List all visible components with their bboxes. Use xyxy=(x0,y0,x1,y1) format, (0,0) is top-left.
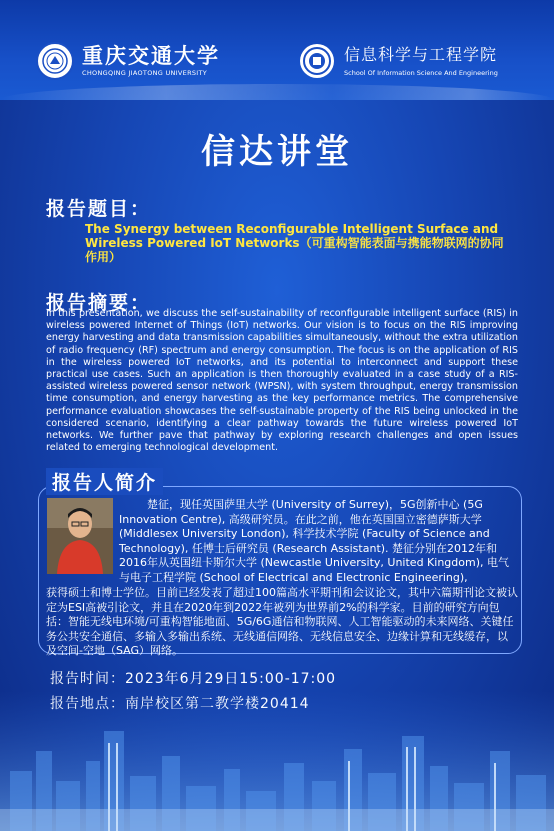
bio-intro-text: 楚征，现任英国萨里大学 (University of Surrey)，5G创新中心 (5G Innovation Centre), 高级研究员。在此之前，他在英国国立密德萨斯大学 (Middlesex University London), 科学技术学院 (Faculty of Science and Technology), 任博士后研究员 (Research Assistant). 楚征分别在2012年和2016年从英国纽卡斯尔大学 (Newcastle University, United Kingdom), 电气与电子工程学院 (School of Electrical and Electronic Engineering), xyxy=(119,498,509,584)
university-name-en: CHONGQING JIAOTONG UNIVERSITY xyxy=(82,69,208,77)
speaker-photo xyxy=(47,498,113,574)
topic-heading: 报告题目： xyxy=(46,198,152,220)
school-logo xyxy=(300,44,498,78)
bio-paragraph-continued: 获得硕士和博士学位。目前已经发表了超过100篇高水平期刊和会议论文，其中六篇期刊论文被认定为ESI高被引论文，并且在2020年到2022年被列为世界前2%的科学家。目前的研究方向包括：智能无线电环境/可重构智能地面、5G/6G通信和物联网、人工智能驱动的未来网络、关键任务公共安全通信、多输入多输出系统、无线通信网络、无线信息安全、边缘计算和无线缓存，以及空间-空地（SAG）网络。 xyxy=(46,586,518,658)
school-name-cn: 信息科学与工程学院 xyxy=(344,44,498,64)
university-seal-icon xyxy=(36,42,74,80)
university-logo xyxy=(36,42,220,80)
school-name-en: School Of Information Science And Engineering xyxy=(344,68,498,77)
city-skyline xyxy=(0,691,554,831)
abstract-heading: 报告摘要： xyxy=(46,292,152,314)
abstract-text: In this presentation, we discuss the self-sustainability of reconfigurable intelligent surface (RIS) in wireless powered Internet of Things (IoT) networks. Our vision is to focus on the RIS improving energy harvesting and data transmission capabilities simultaneously, without the extra utilization of radio frequency (RF) spectrum and energy consumption. The focus is on the application of RIS in the wireless powered IoT networks, and its potential to interconnect and support these practical use cases. Such an application is then thoroughly evaluated in a case study of a RIS-assisted wireless powered sensor network (WPSN), with system throughput, energy transmission time consumption, and energy harvesting as the key performance metrics. The comprehensive performance evaluation showcases the self-sustainable property of the RIS being unlocked in the considered scenario, identifying a clear pathway towards the future wireless powered IoT networks. We further pave that pathway by exploring research challenges and open issues related to emerging technological development. xyxy=(46,308,518,454)
poster-title: 信达讲堂 xyxy=(201,132,353,172)
school-seal-icon xyxy=(300,44,334,78)
topic-text: The Synergy between Reconfigurable Intelligent Surface and Wireless Powered IoT Networks（可重构智能表面与携能物联网的协同作用） xyxy=(85,222,504,264)
report-time: 报告时间：2023年6月29日15:00-17:00 xyxy=(50,671,337,687)
university-name-cn: 重庆交通大学 xyxy=(82,43,220,68)
bio-heading: 报告人简介 xyxy=(46,468,163,495)
bio-paragraph-intro xyxy=(119,498,515,586)
